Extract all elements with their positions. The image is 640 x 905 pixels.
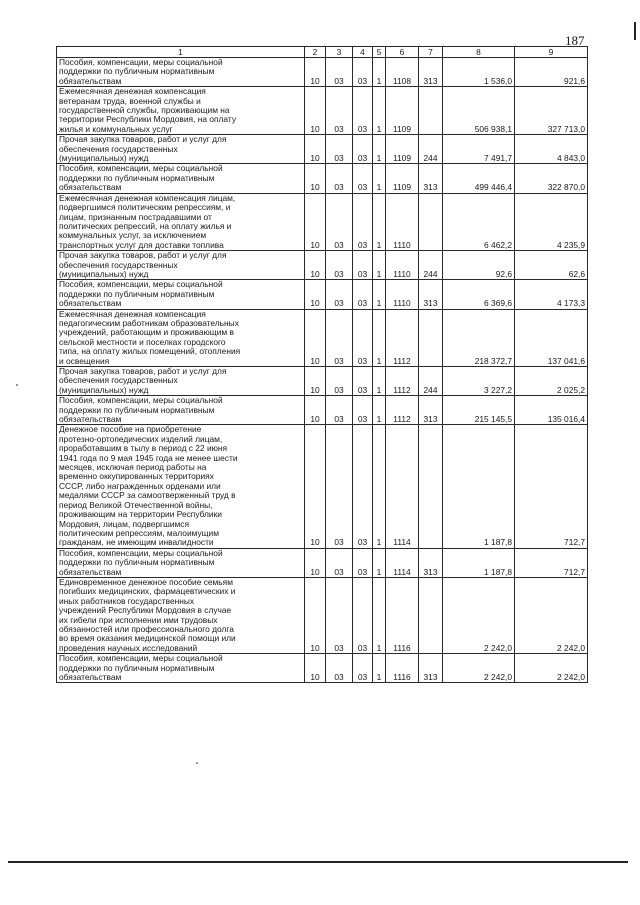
subsection-code: 03: [326, 548, 353, 577]
expense-type-code: [419, 577, 443, 653]
table-row: [57, 58, 588, 87]
subsection-code: 03: [326, 58, 353, 87]
section-code: 10: [305, 577, 326, 653]
section-code: 10: [305, 396, 326, 425]
description-line: Пособия, компенсации, меры социальной: [59, 653, 223, 664]
column-header: 3: [326, 47, 353, 58]
subarticle-code: 1: [373, 251, 386, 280]
description-line: обязательствам: [59, 182, 122, 193]
amount-actual: 712,7: [515, 425, 588, 548]
description-line: во время оказания медицинской помощи или: [59, 633, 236, 644]
description-line: Пособия, компенсации, меры социальной: [59, 57, 223, 67]
description-line: педагогическим работникам образовательных: [59, 317, 239, 328]
amount-plan: 3 227,2: [443, 367, 515, 396]
column-header: 1: [57, 47, 305, 58]
column-header: 7: [419, 47, 443, 58]
description-line: Пособия, компенсации, меры социальной: [59, 395, 223, 406]
description-line: Ежемесячная денежная компенсация: [59, 86, 206, 97]
table-row: [57, 654, 588, 683]
table-row: [57, 193, 588, 250]
row-description: [57, 309, 305, 366]
description-line: Единовременное денежное пособие семьям: [59, 577, 233, 587]
description-line: поддержки по публичным нормативным: [59, 404, 215, 415]
column-header: 2: [305, 47, 326, 58]
description-line: территории Республики Мордовия, на оплату: [59, 114, 237, 125]
article-code: 03: [353, 164, 373, 193]
description-line: гражданам, не имеющим инвалидности: [59, 537, 214, 548]
description-line: период Великой Отечественной войны,: [59, 499, 213, 510]
description-line: обязательствам: [59, 75, 122, 86]
amount-actual: 2 242,0: [515, 654, 588, 683]
table-row: [57, 251, 588, 280]
target-code: 1112: [386, 396, 419, 425]
description-line: временно оккупированных территориях: [59, 471, 214, 482]
section-code: 10: [305, 251, 326, 280]
amount-plan: 2 242,0: [443, 577, 515, 653]
description-line: обеспечения государственных: [59, 143, 178, 154]
column-header: 6: [386, 47, 419, 58]
description-line: жилья и коммунальных услуг: [59, 123, 173, 134]
target-code: 1114: [386, 425, 419, 548]
row-description: [57, 58, 305, 87]
table-body: [57, 58, 588, 683]
subsection-code: 03: [326, 577, 353, 653]
subarticle-code: 1: [373, 58, 386, 87]
table-row: [57, 396, 588, 425]
target-code: 1109: [386, 135, 419, 164]
subsection-code: 03: [326, 654, 353, 683]
amount-actual: 137 041,6: [515, 309, 588, 366]
subarticle-code: 1: [373, 577, 386, 653]
row-description: [57, 135, 305, 164]
description-line: Пособия, компенсации, меры социальной: [59, 163, 223, 174]
amount-plan: 1 187,8: [443, 425, 515, 548]
amount-actual: 327 713,0: [515, 87, 588, 135]
row-description: [57, 164, 305, 193]
description-line: сельской местности и поселках городского: [59, 336, 226, 347]
target-code: 1116: [386, 577, 419, 653]
expense-type-code: 313: [419, 58, 443, 87]
subarticle-code: 1: [373, 548, 386, 577]
table-row: [57, 577, 588, 653]
row-description: [57, 425, 305, 548]
description-line: поддержки по публичным нормативным: [59, 557, 215, 568]
target-code: 1109: [386, 164, 419, 193]
row-description: [57, 654, 305, 683]
amount-actual: 4 235,9: [515, 193, 588, 250]
subarticle-code: 1: [373, 87, 386, 135]
expense-type-code: [419, 87, 443, 135]
section-code: 10: [305, 367, 326, 396]
scan-speck: [196, 762, 198, 764]
amount-actual: 4 843,0: [515, 135, 588, 164]
expense-type-code: 313: [419, 164, 443, 193]
description-line: 1941 года по 9 мая 1945 года не менее шести: [59, 452, 238, 463]
subsection-code: 03: [326, 87, 353, 135]
description-line: погибших медицинских, фармацевтических и: [59, 586, 236, 597]
description-line: иных работников государственных: [59, 595, 195, 606]
expense-type-code: 244: [419, 135, 443, 164]
section-code: 10: [305, 87, 326, 135]
description-line: Ежемесячная денежная компенсация лицам,: [59, 193, 236, 203]
subsection-code: 03: [326, 164, 353, 193]
budget-table: [56, 46, 588, 683]
description-line: политических репрессий, на оплату жилья и: [59, 220, 232, 231]
article-code: 03: [353, 87, 373, 135]
subsection-code: 03: [326, 367, 353, 396]
description-line: и освещения: [59, 355, 110, 366]
description-line: Мордовия, лицам, подвергшимся: [59, 518, 189, 529]
subarticle-code: 1: [373, 654, 386, 683]
amount-plan: 92,6: [443, 251, 515, 280]
description-line: поддержки по публичным нормативным: [59, 66, 215, 77]
subarticle-code: 1: [373, 280, 386, 309]
row-description: [57, 548, 305, 577]
table-row: [57, 87, 588, 135]
subarticle-code: 1: [373, 135, 386, 164]
expense-type-code: 244: [419, 251, 443, 280]
section-code: 10: [305, 164, 326, 193]
description-line: обязательствам: [59, 298, 122, 309]
row-description: [57, 193, 305, 250]
description-line: проведения научных исследований: [59, 642, 198, 653]
article-code: 03: [353, 193, 373, 250]
amount-plan: 1 187,8: [443, 548, 515, 577]
description-line: Прочая закупка товаров, работ и услуг для: [59, 366, 227, 376]
description-line: Денежное пособие на приобретение: [59, 424, 202, 435]
description-line: лицам, признанным пострадавшими от: [59, 211, 212, 222]
scan-bottom-rule: [8, 861, 628, 863]
description-line: Ежемесячная денежная компенсация: [59, 309, 206, 319]
row-description: [57, 251, 305, 280]
column-header: 5: [373, 47, 386, 58]
amount-actual: 712,7: [515, 548, 588, 577]
row-description: [57, 577, 305, 653]
amount-actual: 2 242,0: [515, 577, 588, 653]
subsection-code: 03: [326, 309, 353, 366]
row-description: [57, 87, 305, 135]
row-description: [57, 280, 305, 309]
description-line: Пособия, компенсации, меры социальной: [59, 548, 223, 558]
amount-actual: 135 016,4: [515, 396, 588, 425]
description-line: обязательствам: [59, 566, 122, 577]
description-line: протезно-ортопедических изделий лицам,: [59, 433, 223, 444]
amount-actual: 322 870,0: [515, 164, 588, 193]
description-line: ветеранам труда, военной службы и: [59, 95, 201, 106]
subsection-code: 03: [326, 280, 353, 309]
subarticle-code: 1: [373, 396, 386, 425]
section-code: 10: [305, 309, 326, 366]
row-description: [57, 367, 305, 396]
subarticle-code: 1: [373, 309, 386, 366]
target-code: 1114: [386, 548, 419, 577]
table-row: [57, 425, 588, 548]
description-line: транспортных услуг для доставки топлива: [59, 239, 224, 250]
subsection-code: 03: [326, 251, 353, 280]
amount-actual: 4 173,3: [515, 280, 588, 309]
section-code: 10: [305, 193, 326, 250]
section-code: 10: [305, 654, 326, 683]
amount-actual: 921,6: [515, 58, 588, 87]
target-code: 1109: [386, 87, 419, 135]
expense-type-code: 313: [419, 654, 443, 683]
article-code: 03: [353, 396, 373, 425]
subsection-code: 03: [326, 193, 353, 250]
scan-speck: [16, 384, 18, 386]
target-code: 1116: [386, 654, 419, 683]
target-code: 1112: [386, 309, 419, 366]
article-code: 03: [353, 367, 373, 396]
column-header: 8: [443, 47, 515, 58]
scan-edge-mark: [634, 22, 636, 40]
target-code: 1110: [386, 280, 419, 309]
subsection-code: 03: [326, 425, 353, 548]
article-code: 03: [353, 135, 373, 164]
description-line: (муниципальных) нужд: [59, 268, 149, 279]
section-code: 10: [305, 135, 326, 164]
subarticle-code: 1: [373, 367, 386, 396]
amount-plan: 6 462,2: [443, 193, 515, 250]
description-line: обеспечения государственных: [59, 375, 178, 386]
target-code: 1110: [386, 251, 419, 280]
expense-type-code: 244: [419, 367, 443, 396]
article-code: 03: [353, 654, 373, 683]
expense-type-code: [419, 193, 443, 250]
description-line: (муниципальных) нужд: [59, 384, 149, 395]
section-code: 10: [305, 58, 326, 87]
description-line: поддержки по публичным нормативным: [59, 662, 215, 673]
description-line: поддержки по публичным нормативным: [59, 288, 215, 299]
description-line: проработавшим в тылу в период с 22 июня: [59, 443, 228, 454]
description-line: коммунальных услуг, за исключением: [59, 230, 207, 241]
section-code: 10: [305, 548, 326, 577]
description-line: (муниципальных) нужд: [59, 153, 149, 164]
expense-type-code: [419, 309, 443, 366]
section-code: 10: [305, 425, 326, 548]
target-code: 1112: [386, 367, 419, 396]
target-code: 1108: [386, 58, 419, 87]
table-header-row: [57, 47, 588, 58]
column-header: 4: [353, 47, 373, 58]
description-line: обязательствам: [59, 672, 122, 682]
description-line: проживающим на территории Республики: [59, 509, 222, 520]
row-description: [57, 396, 305, 425]
amount-plan: 7 491,7: [443, 135, 515, 164]
subsection-code: 03: [326, 396, 353, 425]
description-line: СССР, либо награжденных орденами или: [59, 480, 221, 491]
description-line: Прочая закупка товаров, работ и услуг для: [59, 250, 227, 261]
description-line: учреждений, работающим и проживающим в: [59, 327, 234, 338]
table-row: [57, 367, 588, 396]
expense-type-code: 313: [419, 396, 443, 425]
description-line: Пособия, компенсации, меры социальной: [59, 279, 223, 290]
amount-plan: 6 369,6: [443, 280, 515, 309]
article-code: 03: [353, 548, 373, 577]
article-code: 03: [353, 309, 373, 366]
table-row: [57, 135, 588, 164]
description-line: политическим репрессиям, малоимущим: [59, 527, 219, 538]
description-line: подвергшимся политическим репрессиям, и: [59, 202, 231, 213]
description-line: Прочая закупка товаров, работ и услуг для: [59, 134, 227, 145]
article-code: 03: [353, 280, 373, 309]
table-row: [57, 309, 588, 366]
amount-plan: 1 536,0: [443, 58, 515, 87]
target-code: 1110: [386, 193, 419, 250]
description-line: поддержки по публичным нормативным: [59, 172, 215, 183]
expense-type-code: 313: [419, 548, 443, 577]
subarticle-code: 1: [373, 164, 386, 193]
description-line: их гибели при исполнении ими трудовых: [59, 614, 218, 625]
description-line: обязанностей или профессионального долга: [59, 623, 234, 634]
article-code: 03: [353, 58, 373, 87]
table-row: [57, 280, 588, 309]
description-line: месяцев, исключая период работы на: [59, 462, 207, 473]
amount-plan: 215 145,5: [443, 396, 515, 425]
description-line: учреждений Республики Мордовия в случае: [59, 605, 232, 616]
description-line: обеспечения государственных: [59, 259, 178, 270]
description-line: медалями СССР за самоотверженный труд в: [59, 490, 236, 501]
amount-plan: 218 372,7: [443, 309, 515, 366]
amount-plan: 499 446,4: [443, 164, 515, 193]
amount-actual: 2 025,2: [515, 367, 588, 396]
expense-type-code: [419, 425, 443, 548]
description-line: типа, на оплату жилых помещений, отопления: [59, 346, 241, 357]
description-line: государственной службы, проживающим на: [59, 105, 230, 116]
article-code: 03: [353, 425, 373, 548]
expense-type-code: 313: [419, 280, 443, 309]
column-header: 9: [515, 47, 588, 58]
amount-plan: 2 242,0: [443, 654, 515, 683]
table-row: [57, 548, 588, 577]
subarticle-code: 1: [373, 193, 386, 250]
page-number: 187: [565, 33, 585, 48]
section-code: 10: [305, 280, 326, 309]
subarticle-code: 1: [373, 425, 386, 548]
amount-actual: 62,6: [515, 251, 588, 280]
amount-plan: 506 938,1: [443, 87, 515, 135]
description-line: обязательствам: [59, 414, 122, 425]
article-code: 03: [353, 577, 373, 653]
article-code: 03: [353, 251, 373, 280]
table-row: [57, 164, 588, 193]
subsection-code: 03: [326, 135, 353, 164]
